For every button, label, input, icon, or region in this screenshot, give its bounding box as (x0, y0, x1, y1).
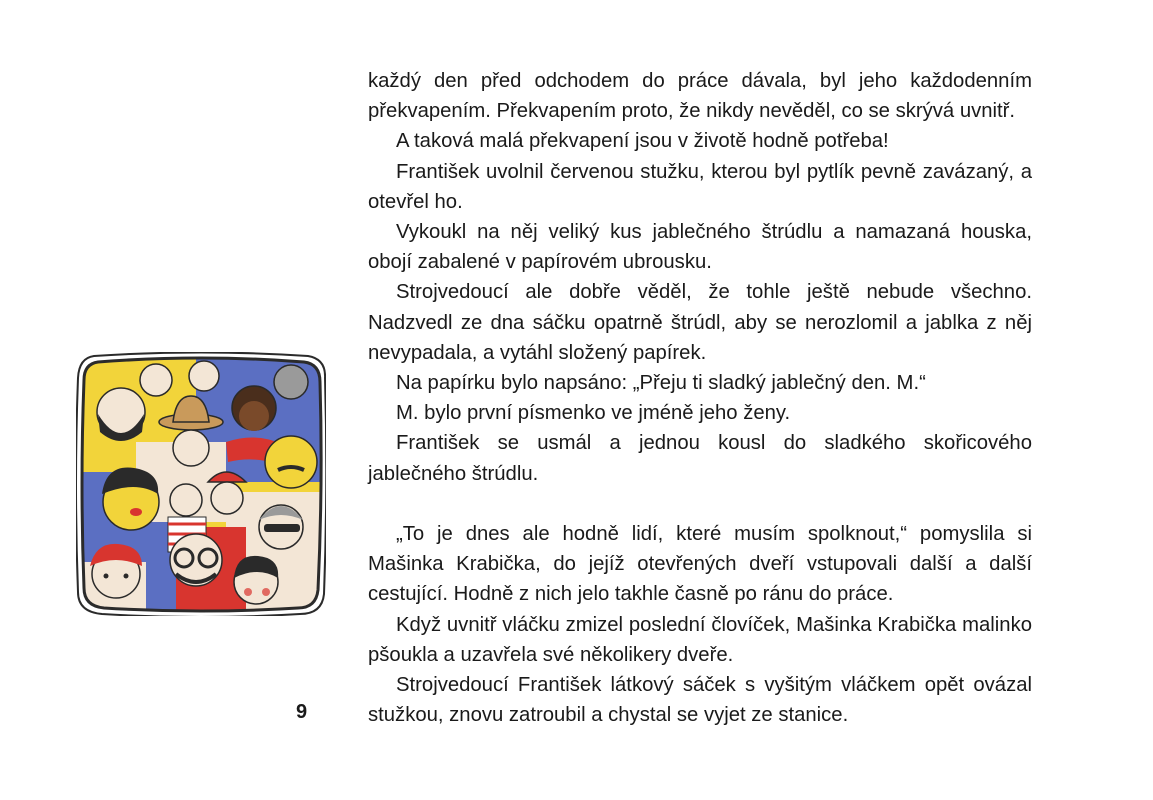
paragraph: „To je dnes ale hodně lidí, které musím spolknout,“ pomyslila si Mašinka Krabička, do jejíž otevřených dveří vstupovali další a další cestující. Hodně z nich jelo takhle časně po ránu do práce. (368, 523, 1032, 606)
paragraph: A taková malá překvapení jsou v životě hodně potřeba! (396, 130, 889, 153)
crowd-illustration (76, 352, 326, 616)
paragraph: Strojvedoucí František látkový sáček s vyšitým vláčkem opět ovázal stužkou, znovu zatroubil a chystal se vyjet ze stanice. (368, 674, 1032, 727)
paragraph: Na papírku bylo napsáno: „Přeju ti sladký jablečný den. M.“ (396, 372, 926, 395)
paragraph: Když uvnitř vláčku zmizel poslední človíček, Mašinka Krabička malinko pšoukla a uzavřela své několikery dveře. (368, 613, 1032, 666)
story-text (368, 66, 1032, 730)
paragraph: Vykoukl na něj veliký kus jablečného štrúdlu a namazaná houska, obojí zabalené v papírovém ubrousku. (368, 221, 1032, 274)
paragraph: František uvolnil červenou stužku, kterou byl pytlík pevně zavázaný, a otevřel ho. (368, 160, 1032, 213)
page-number: 9 (296, 701, 308, 723)
paragraph: František se usmál a jednou kousl do sladkého skořicového jablečného štrúdlu. (368, 432, 1032, 485)
paragraph: každý den před odchodem do práce dávala, byl jeho každodenním překvapením. Překvapením proto, že nikdy nevěděl, co se skrývá uvnitř. (368, 70, 1032, 123)
paragraph: Strojvedoucí ale dobře věděl, že tohle ještě nebude všechno. Nadzvedl ze dna sáčku opatrně štrúdl, aby se nerozlomil a jablka z něj nevypadala, a vytáhl složený papírek. (368, 281, 1032, 364)
paragraph: M. bylo první písmenko ve jméně jeho ženy. (396, 402, 791, 425)
